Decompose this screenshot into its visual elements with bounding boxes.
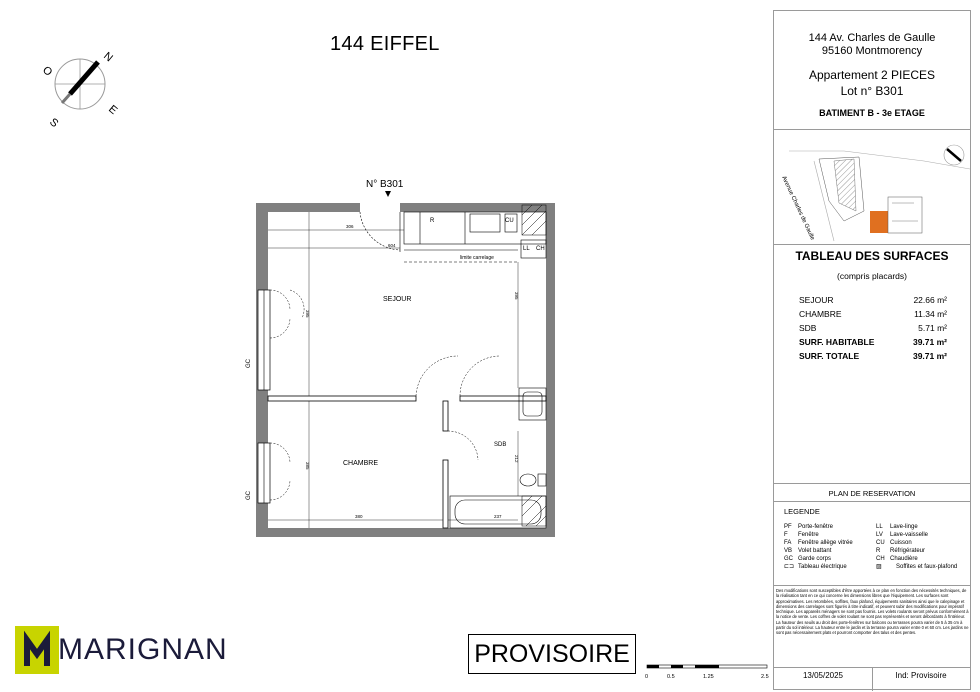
- legend-item: LV Lave-vaisselle: [876, 532, 929, 539]
- dim-6: 212: [514, 455, 519, 463]
- scale-tick-0: 0: [645, 674, 649, 680]
- dim-2: 237: [494, 514, 502, 519]
- window-swings: [270, 290, 304, 500]
- dim-1: 380: [355, 514, 363, 519]
- legend-item: FA Fenêtre allège vitrée: [784, 540, 853, 547]
- surface-row: SEJOUR 22.66 m²: [799, 295, 947, 305]
- legend-left: [784, 523, 853, 572]
- fixture-cu: CU: [505, 218, 514, 224]
- lot-marker-label: N° B301: [366, 179, 404, 190]
- address-line1: 144 Av. Charles de Gaulle: [808, 32, 936, 44]
- scale-bar: [647, 665, 767, 668]
- bathroom-fixtures: [450, 388, 546, 528]
- legend-right: [876, 523, 957, 572]
- dim-4: 395: [305, 310, 310, 318]
- title-block-panel: [773, 10, 971, 690]
- legend-item: VB Volet battant: [784, 548, 832, 555]
- site-plan-map: [774, 141, 970, 246]
- building-floor: BATIMENT B - 3e ETAGE: [819, 108, 925, 118]
- plan-walls: [256, 203, 555, 537]
- site-compass-icon: [947, 149, 961, 161]
- scale-tick-3: 2.5: [761, 674, 769, 680]
- scale-tick-1: 0.5: [667, 674, 675, 680]
- dim-7: 395: [514, 292, 519, 300]
- brand-mark-icon: [15, 626, 59, 674]
- legend-item: CU Cuisson: [876, 540, 912, 547]
- legend-item: F Fenêtre: [784, 532, 819, 539]
- legend-item: LL Lave-linge: [876, 524, 918, 530]
- limite-carrelage: limite carrelage: [460, 255, 494, 261]
- room-sdb: SDB: [494, 442, 507, 448]
- window-sejour: [258, 290, 270, 390]
- scale-tick-2: 1.25: [703, 674, 714, 680]
- disclaimer-notes: Des modifications sont susceptibles d'être apportées à ce plan en fonction des nécessités techniques, de la réalisation tant en ce qui concerne les dimensions libres que l'équipement. Les surfaces sont approximatives. Les retombées, soffites, faux plafond, équipements sanitaires ainsi que le calepinage et dimensions des carrelages sont figurés à titre indicatif, et peuvent subir des modifications pour impératif technique. Les appareils ménagers ne sont pas fournis. Les volets roulants seront prévus conformément à la notice de vente. Les coffres de volet roulant ne sont pas représentés et seront débordants à l'intérieur. La hauteur des seuils au droit des porte-fenêtres sur balcons ou terrasses pourra varier de 5 à 35 cm à partir du sol intérieur. La hauteur entre le jardin et la terrasse pourra varier entre 0 et 60 cm. Les jardins ne sont pas nécessairement plats et pourront comporter des talus et des pentes.: [776, 588, 969, 635]
- legend-item: PF Porte-fenêtre: [784, 524, 834, 530]
- surface-row-total: SURF. TOTALE 39.71 m²: [799, 351, 947, 361]
- dim-8: 306: [346, 224, 354, 229]
- legend-item: CH Chaudière: [876, 556, 918, 563]
- brand-name: MARIGNAN: [58, 633, 228, 666]
- compass-e-label: E: [106, 103, 120, 118]
- lot-marker-arrow-icon: [385, 191, 391, 197]
- room-sejour: SEJOUR: [383, 296, 412, 303]
- soffit-hatches: [522, 205, 546, 526]
- legend-title: LEGENDE: [784, 507, 820, 516]
- status-stamp: PROVISOIRE: [468, 634, 636, 674]
- fixture-ch: CH: [536, 246, 545, 252]
- plan-date: 13/05/2025: [802, 671, 844, 680]
- interior-doors: [416, 356, 500, 460]
- legend-item: GC Garde corps: [784, 556, 832, 563]
- compass-o-label: O: [40, 64, 55, 79]
- compass-s-label: S: [47, 116, 61, 131]
- surface-row: SDB 5.71 m²: [799, 323, 947, 333]
- dim-3: 604: [388, 243, 396, 248]
- room-chambre: CHAMBRE: [343, 460, 379, 467]
- gc-label-1: GC: [246, 359, 252, 368]
- site-street-label: Avenue Charles de Gaulle: [780, 175, 816, 242]
- surface-row-habitable: SURF. HABITABLE 39.71 m²: [799, 337, 947, 347]
- electric-panel-icon: ⊏⊐: [784, 564, 795, 571]
- plan-index: Ind: Provisoire: [895, 671, 947, 680]
- lot-number: Lot n° B301: [840, 84, 904, 98]
- legend-item: ⊏⊐ Tableau électrique: [784, 564, 847, 571]
- apartment-type: Appartement 2 PIECES: [808, 68, 936, 82]
- legend-item: R Réfrigérateur: [876, 548, 926, 555]
- dim-5: 385: [305, 462, 310, 470]
- plan-reservation-label: PLAN DE RESERVATION: [828, 489, 916, 498]
- compass-n-label: N: [101, 50, 115, 65]
- soffit-icon: ▨: [876, 564, 882, 571]
- legend-item: ▨ Soffites et faux-plafond: [876, 564, 958, 571]
- surface-row: CHAMBRE 11.34 m²: [799, 309, 947, 319]
- gc-label-2: GC: [246, 491, 252, 500]
- compass-icon: [55, 59, 105, 109]
- surfaces-title: TABLEAU DES SURFACES: [795, 249, 949, 263]
- address-line2: 95160 Montmorency: [821, 45, 923, 57]
- project-title: 144 EIFFEL: [330, 33, 440, 55]
- fixture-ll: LL: [523, 246, 530, 252]
- window-chambre: [258, 443, 270, 503]
- fixture-r: R: [430, 218, 435, 224]
- surfaces-subtitle: (compris placards): [837, 271, 907, 281]
